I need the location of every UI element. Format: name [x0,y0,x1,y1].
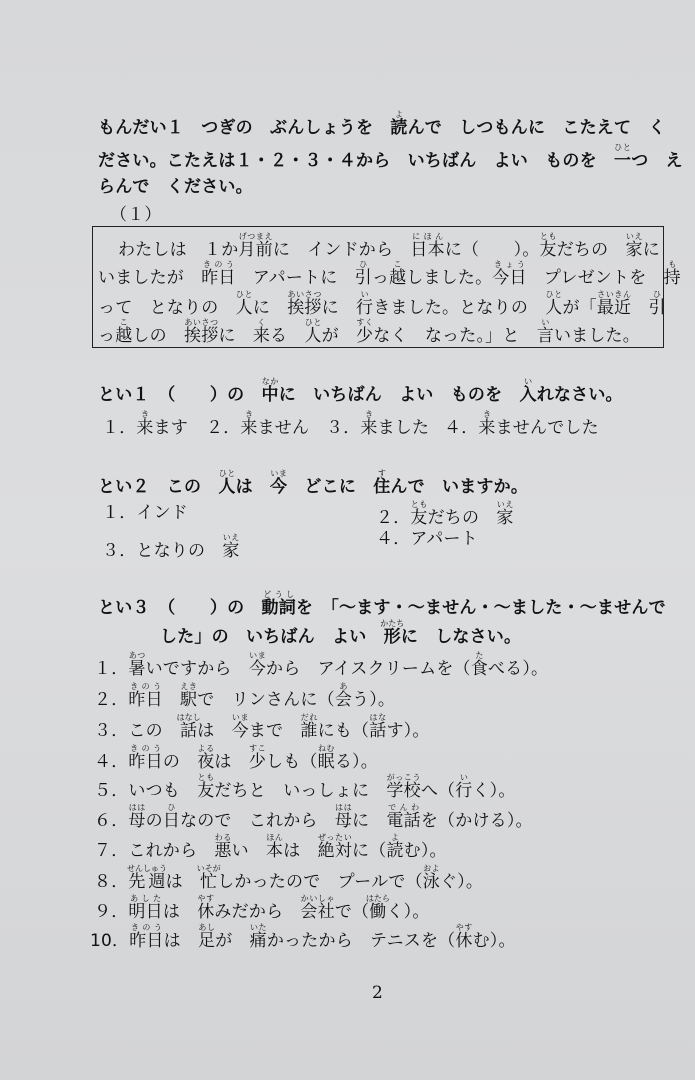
furigana-word: 一ひと [614,143,632,171]
furigana-word: 入い [519,377,537,405]
q2-option-4: ４．アパート [376,529,478,549]
furigana-word: 今日きょう [492,260,527,288]
furigana-word: 母はは [334,803,353,831]
furigana-word: 少すこ [248,744,267,772]
furigana-word: 夜よる [197,744,215,772]
instruction-line-2: ださい。こたえは１・２・３・４から いちばん よい ものを 一ひとつ え [98,143,683,171]
q1-option-3: ３．来きました [326,410,430,438]
page-number: 2 [372,983,383,1003]
furigana-word: 休やす [455,923,473,951]
furigana-word: 人ひと [545,290,563,318]
passage-line-3: って となりの 人ひとに 挨拶あいさつに 行いきました。となりの 人ひとが「最近さいきん 引ひ [98,290,666,318]
furigana-word: 来き [360,410,378,438]
q3-prompt-line-1: とい３ （ ）の 動詞どうしを 「〜ます・〜ません・〜ました・〜ませんで [98,590,666,618]
q3-item-7: ７．これから 悪わるい 本ほんは 絶対ぜったいに（読よむ）。 [94,833,447,861]
furigana-word: 電話でんわ [386,803,421,831]
furigana-word: 来き [136,410,154,438]
furigana-word: 形かたち [380,619,405,647]
furigana-word: 人ひと [304,318,322,346]
furigana-word: 駅えき [180,682,198,710]
furigana-word: 昨日きのう [128,744,163,772]
q2-option-3: ３．となりの 家いえ [102,533,240,561]
q3-item-10: 10．昨日きのうは 足あしが 痛いたかったから テニスを（休やすむ）。 [90,923,516,951]
furigana-word: 友とも [539,232,557,260]
furigana-word: 眠ねむ [317,744,335,772]
passage-line-4: っ越こしの 挨拶あいさつに 来くる 人ひとが 少すくなく なった。」と 言いいました。 [98,318,640,346]
q2-option-2: ２．友ともだちの 家いえ [376,500,514,528]
furigana-word: 昨日きのう [129,923,164,951]
furigana-word: 本ほん [266,833,284,861]
furigana-word: 引ひ [354,260,372,288]
furigana-word: 住す [373,469,391,497]
furigana-word: 会社かいしゃ [300,894,335,922]
q1-option-1: １．来きます [102,410,189,438]
furigana-word: 先週せんしゅう [127,864,168,892]
furigana-word: 持も [663,260,681,288]
furigana-word: 学校がっこう [386,773,421,801]
furigana-word: 少すく [356,318,374,346]
furigana-word: 明日あした [128,894,163,922]
furigana-word: 絶対ぜったい [317,833,353,861]
furigana-word: 今いま [270,469,288,497]
q3-item-9: ９．明日あしたは 休やすみだから 会社かいしゃで（働はたらく）。 [94,894,430,922]
furigana-word: 誰だれ [300,713,318,741]
q3-item-4: ４．昨日きのうの 夜よるは 少すこしも（眠ねむる）。 [94,744,378,772]
furigana-word: 動詞どうし [261,590,296,618]
furigana-word: 最近さいきん [596,290,632,318]
furigana-word: 人ひと [235,290,253,318]
furigana-word: 友とも [197,773,215,801]
passage-line-2: いましたが 昨日きのう アパートに 引ひっ越こしました。今日きょう プレゼントを 持も [98,260,681,288]
furigana-word: 会あ [334,682,353,710]
furigana-word: 昨日きのう [128,682,163,710]
q2-prompt: とい２ この 人ひとは 今いま どこに 住すんで いますか。 [98,469,529,497]
furigana-word: 越こ [389,260,407,288]
furigana-word: 働はたら [365,894,390,922]
furigana-word: 泳およ [422,864,440,892]
furigana-word: 昨日きのう [201,260,236,288]
q3-item-2: ２．昨日きのう 駅えきで リンさんに（会あう）。 [94,682,396,710]
q1-prompt: とい１ （ ）の 中なかに いちばん よい ものを 入いれなさい。 [98,377,623,405]
furigana-word: 母はは [128,803,146,831]
furigana-word: 来き [478,410,496,438]
furigana-word: 痛いた [249,923,267,951]
furigana-word: 読よ [390,110,408,138]
furigana-word: 日本にほん [410,232,445,260]
q3-item-8: ８．先週せんしゅうは 忙いそがしかったので プールで（泳およぐ）。 [94,864,484,892]
furigana-word: 言い [536,318,554,346]
furigana-word: 忙いそが [196,864,221,892]
furigana-word: 日ひ [162,803,181,831]
furigana-word: 話はなし [176,713,201,741]
furigana-word: 人ひと [218,469,236,497]
passage-line-1: わたしは １か月前げつまえに インドから 日本にほんに（ ）。友ともだちの 家いえに [118,232,660,260]
q2-option-1: １．インド [102,503,188,523]
q3-item-3: ３．この 話はなしは 今いままで 誰だれにも（話はなす）。 [94,713,430,741]
furigana-word: 家いえ [625,232,643,260]
furigana-word: 行い [356,290,374,318]
q3-item-5: ５．いつも 友ともだちと いっしょに 学校がっこうへ（行いく）。 [94,773,516,801]
furigana-word: 挨拶あいさつ [184,318,219,346]
furigana-word: 悪わる [214,833,232,861]
furigana-word: 家いえ [496,500,514,528]
furigana-word: 来き [240,410,258,438]
instruction-line-1: もんだい１ つぎの ぶんしょうを 読よんで しつもんに こたえて く [98,110,666,138]
furigana-word: 友とも [410,500,428,528]
furigana-word: 行い [455,773,473,801]
furigana-word: 話はな [369,713,387,741]
q3-item-6: ６．母ははの日ひなので これから 母ははに 電話でんわを（かける）。 [94,803,533,831]
instruction-line-3: らんで ください。 [98,177,253,197]
furigana-word: 休やす [197,894,215,922]
furigana-word: 月前げつまえ [238,232,273,260]
furigana-word: 来く [252,318,271,346]
furigana-word: 読よ [386,833,404,861]
furigana-word: 中なか [261,377,279,405]
furigana-word: 暑あつ [128,651,146,679]
furigana-word: 挨拶あいさつ [287,290,322,318]
furigana-word: 家いえ [222,533,240,561]
furigana-word: 今いま [248,651,267,679]
furigana-word: 引ひ [648,290,666,318]
furigana-word: 足あし [198,923,216,951]
passage-label: （１） [110,205,162,225]
furigana-word: 今いま [231,713,249,741]
q3-prompt-line-2: した」の いちばん よい 形かたちに しなさい。 [160,619,522,647]
q1-option-2: ２．来きません [206,410,310,438]
q3-item-1: １．暑あついですから 今いまから アイスクリームを（食たべる）。 [94,651,549,679]
furigana-word: 食た [470,651,488,679]
q1-option-4: ４．来きませんでした [444,410,599,438]
furigana-word: 越こ [115,318,133,346]
